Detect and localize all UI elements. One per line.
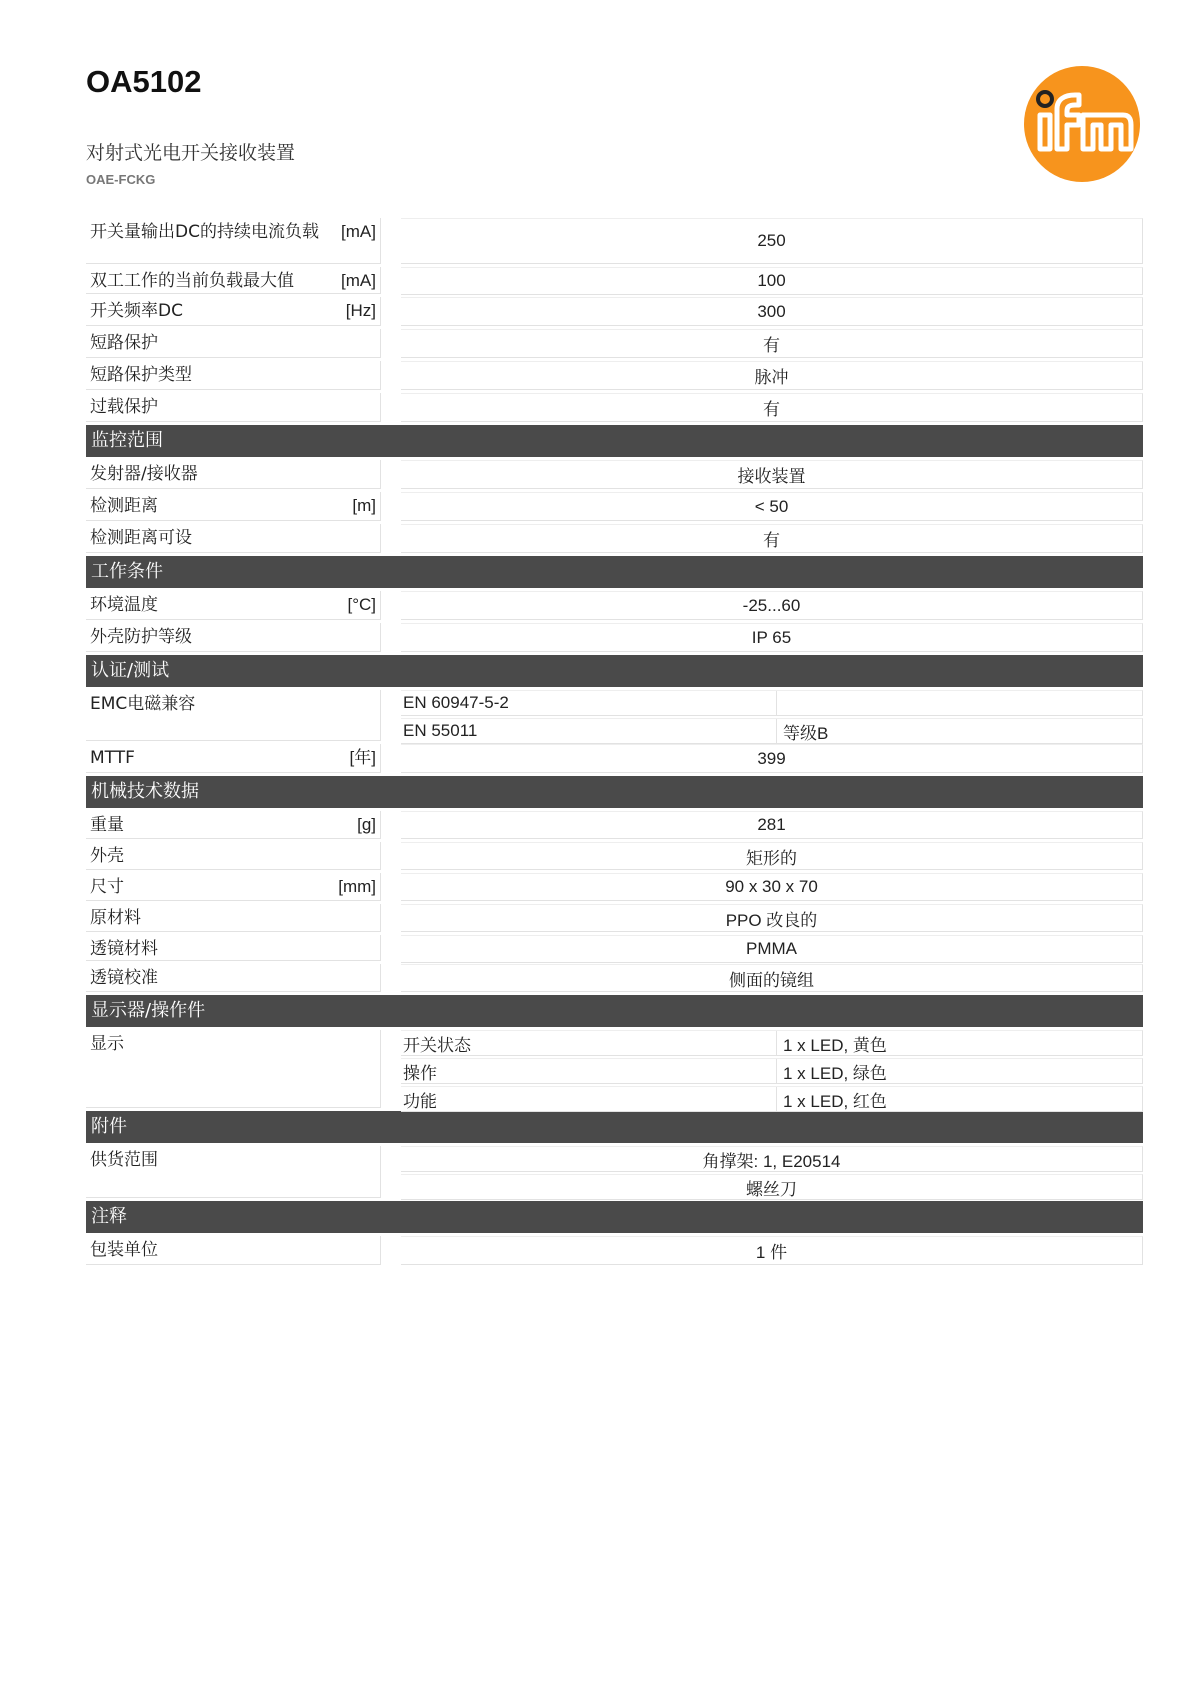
spec-row [86, 842, 1143, 870]
spec-row [86, 393, 1143, 422]
section-header-accessories: 附件 [86, 1111, 1143, 1143]
spec-label: EMC电磁兼容 [86, 690, 381, 741]
spec-label: 发射器/接收器 [86, 460, 381, 489]
spec-row [86, 964, 1143, 992]
section-header-approvals: 认证/测试 [86, 655, 1143, 687]
spec-row [86, 267, 1143, 294]
spec-row [86, 811, 1143, 839]
spec-label: 尺寸 [mm] [86, 873, 381, 901]
spec-label: 短路保护类型 [86, 361, 381, 390]
spec-row [86, 935, 1143, 961]
display-led-row: 功能 1 x LED, 红色 [401, 1086, 1143, 1112]
spec-label: 外壳 [86, 842, 381, 870]
emc-standard-row: EN 60947-5-2 [401, 690, 1143, 716]
spec-label: 原材料 [86, 904, 381, 932]
data-sheet [86, 218, 1143, 1268]
spec-row [86, 744, 1143, 773]
spec-label: 外壳防护等级 [86, 623, 381, 652]
spec-label: 重量 [g] [86, 811, 381, 839]
spec-value: < 50 [401, 492, 1143, 521]
spec-label: 环境温度 [°C] [86, 591, 381, 620]
spec-row [86, 873, 1143, 901]
spec-label: 短路保护 [86, 329, 381, 358]
spec-value: 281 [401, 811, 1143, 839]
spec-value: 接收装置 [401, 460, 1143, 489]
spec-value: IP 65 [401, 623, 1143, 652]
spec-value: 1 件 [401, 1236, 1143, 1265]
spec-row [86, 460, 1143, 489]
section-header-operating: 工作条件 [86, 556, 1143, 588]
spec-value: 有 [401, 393, 1143, 422]
spec-label: MTTF [年] [86, 744, 381, 773]
spec-value: PPO 改良的 [401, 904, 1143, 932]
spec-row [86, 297, 1143, 326]
accessory-item: 螺丝刀 [401, 1174, 1143, 1200]
spec-value: 300 [401, 297, 1143, 326]
spec-row [86, 329, 1143, 358]
section-header-remarks: 注释 [86, 1201, 1143, 1233]
spec-label: 开关量输出DC的持续电流负载 [mA] [86, 218, 381, 264]
display-led-row: 操作 1 x LED, 绿色 [401, 1058, 1143, 1084]
emc-standard-row: EN 55011 等级B [401, 718, 1143, 744]
spec-row [86, 1236, 1143, 1265]
spec-row [86, 591, 1143, 620]
spec-row [86, 492, 1143, 521]
spec-label: 双工工作的当前负载最大值 [mA] [86, 267, 381, 294]
spec-row [86, 623, 1143, 652]
spec-value: 399 [401, 744, 1143, 773]
spec-label: 透镜材料 [86, 935, 381, 961]
spec-row-display [86, 1030, 1143, 1111]
spec-label: 供货范围 [86, 1146, 381, 1198]
spec-label: 检测距离可设 [86, 524, 381, 553]
spec-row-emc [86, 690, 1143, 741]
spec-value: 侧面的镜组 [401, 964, 1143, 992]
section-header-display: 显示器/操作件 [86, 995, 1143, 1027]
spec-value: 100 [401, 267, 1143, 295]
spec-row [86, 524, 1143, 553]
spec-value: 90 x 30 x 70 [401, 873, 1143, 901]
ifm-logo [1023, 65, 1141, 183]
spec-row [86, 218, 1143, 264]
spec-label: 包装单位 [86, 1236, 381, 1265]
product-title: OA5102 [86, 64, 202, 99]
spec-value: 有 [401, 329, 1143, 358]
spec-value: 250 [401, 218, 1143, 264]
spec-value: 有 [401, 524, 1143, 553]
spec-row [86, 904, 1143, 932]
spec-value: PMMA [401, 935, 1143, 963]
spec-label: 透镜校准 [86, 964, 381, 992]
display-led-row: 开关状态 1 x LED, 黄色 [401, 1030, 1143, 1056]
spec-row-accessories [86, 1146, 1143, 1198]
product-subtitle: 对射式光电开关接收装置 [86, 142, 296, 164]
product-code: OAE-FCKG [86, 172, 156, 187]
spec-label: 开关频率DC [Hz] [86, 297, 381, 326]
spec-value: -25...60 [401, 591, 1143, 620]
section-header-mechanical: 机械技术数据 [86, 776, 1143, 808]
spec-value: 脉冲 [401, 361, 1143, 390]
spec-label: 显示 [86, 1030, 381, 1108]
spec-value: 矩形的 [401, 842, 1143, 870]
spec-row [86, 361, 1143, 390]
spec-label: 过载保护 [86, 393, 381, 422]
spec-label: 检测距离 [m] [86, 492, 381, 521]
section-header-monitoring: 监控范围 [86, 425, 1143, 457]
accessory-item: 角撑架: 1, E20514 [401, 1146, 1143, 1172]
